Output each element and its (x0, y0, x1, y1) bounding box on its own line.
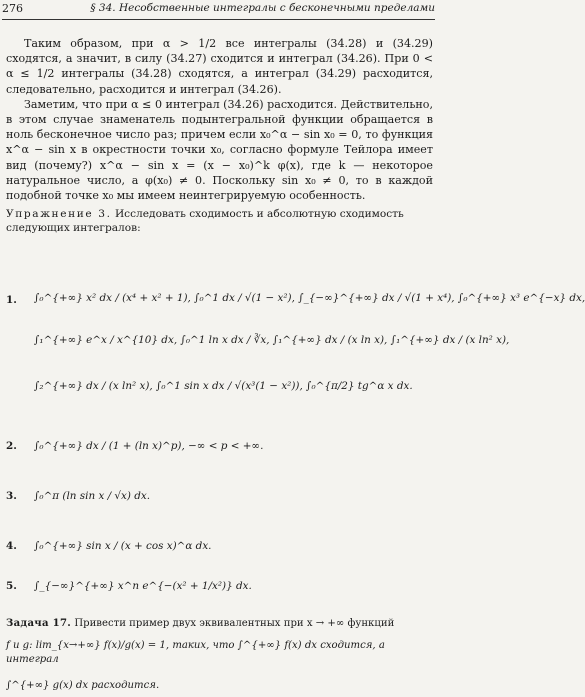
task-line-2: f и g: lim_{x→+∞} f(x)/g(x) = 1, таких, что ∫^{+∞} f(x) dx сходится, а интеграл (6, 640, 385, 665)
exercise-list (6, 280, 585, 610)
exercise-heading (6, 207, 433, 235)
formula-row: ∫_{−∞}^{+∞} x^n e^{−(x² + 1/x²)} dx. (34, 580, 252, 592)
task-line-3: ∫^{+∞} g(x) dx расходится. (6, 680, 160, 691)
formula-row: ∫₀^{+∞} dx / (1 + (ln x)^p), −∞ < p < +∞. (34, 440, 264, 452)
main-text (6, 36, 433, 235)
header-rule (2, 19, 435, 20)
item-number: 3. (6, 490, 17, 502)
formula-row: ∫₀^π (ln sin x / √x) dx. (34, 490, 151, 502)
exercise-text: Исследовать сходимость и абсолютную сходимость следующих интегралов: (6, 208, 404, 235)
section-title: § 34. Несобственные интегралы с бесконечными пределами (90, 2, 435, 14)
item-number: 1. (6, 294, 17, 306)
formula-row: ∫₀^{+∞} x² dx / (x⁴ + x² + 1), ∫₀^1 dx / √(1 − x²), ∫_{−∞}^{+∞} dx / √(1 + x⁴), ∫₀^{+∞} x³ e^{−x} dx, (34, 292, 585, 304)
task-17 (6, 617, 433, 693)
formula-row: ∫₂^{+∞} dx / (x ln² x), ∫₀^1 sin x dx / √(x³(1 − x²)), ∫₀^{π/2} tg^α x dx. (34, 380, 413, 392)
item-number: 4. (6, 540, 17, 552)
formula-row: ∫₁^{+∞} e^x / x^{10} dx, ∫₀^1 ln x dx / ∛x, ∫₁^{+∞} dx / (x ln x), ∫₁^{+∞} dx / (x ln² x), (34, 334, 510, 346)
formula-row: ∫₀^{+∞} sin x / (x + cos x)^α dx. (34, 540, 212, 552)
paragraph-2: Заметим, что при α ≤ 0 интеграл (34.26) расходится. Действительно, в этом случае знаменатель подынтегральной функции обращается в ноль бесконечное число раз; причем если x₀^α − sin x₀ = 0, то функция x^α − sin x в окрестности точки x₀, согласно формуле Тейлора имеет вид (почему?) x^α − sin x = (x − x₀)^k φ(x), где k — некоторое натуральное число, а φ(x₀) ≠ 0. Поскольку sin x₀ ≠ 0, то в каждой подобной точке x₀ мы имеем неинтегрируемую особенность. (6, 97, 433, 203)
exercise-label: Упражнение 3. (6, 208, 112, 221)
task-line-1: Привести пример двух эквивалентных при x → +∞ функций (74, 618, 395, 629)
paragraph-1: Таким образом, при α > 1/2 все интегралы (34.28) и (34.29) сходятся, а значит, в силу (34.27) сходится и интеграл (34.26). При 0 < α ≤ 1/2 интегралы (34.28) сходятся, а интеграл (34.29) расходится, следовательно, расходится и интеграл (34.26). (6, 37, 433, 96)
item-number: 5. (6, 580, 17, 592)
page-number: 276 (2, 2, 23, 15)
item-number: 2. (6, 440, 17, 452)
page-header (2, 2, 435, 18)
task-label: Задача 17. (6, 618, 72, 629)
